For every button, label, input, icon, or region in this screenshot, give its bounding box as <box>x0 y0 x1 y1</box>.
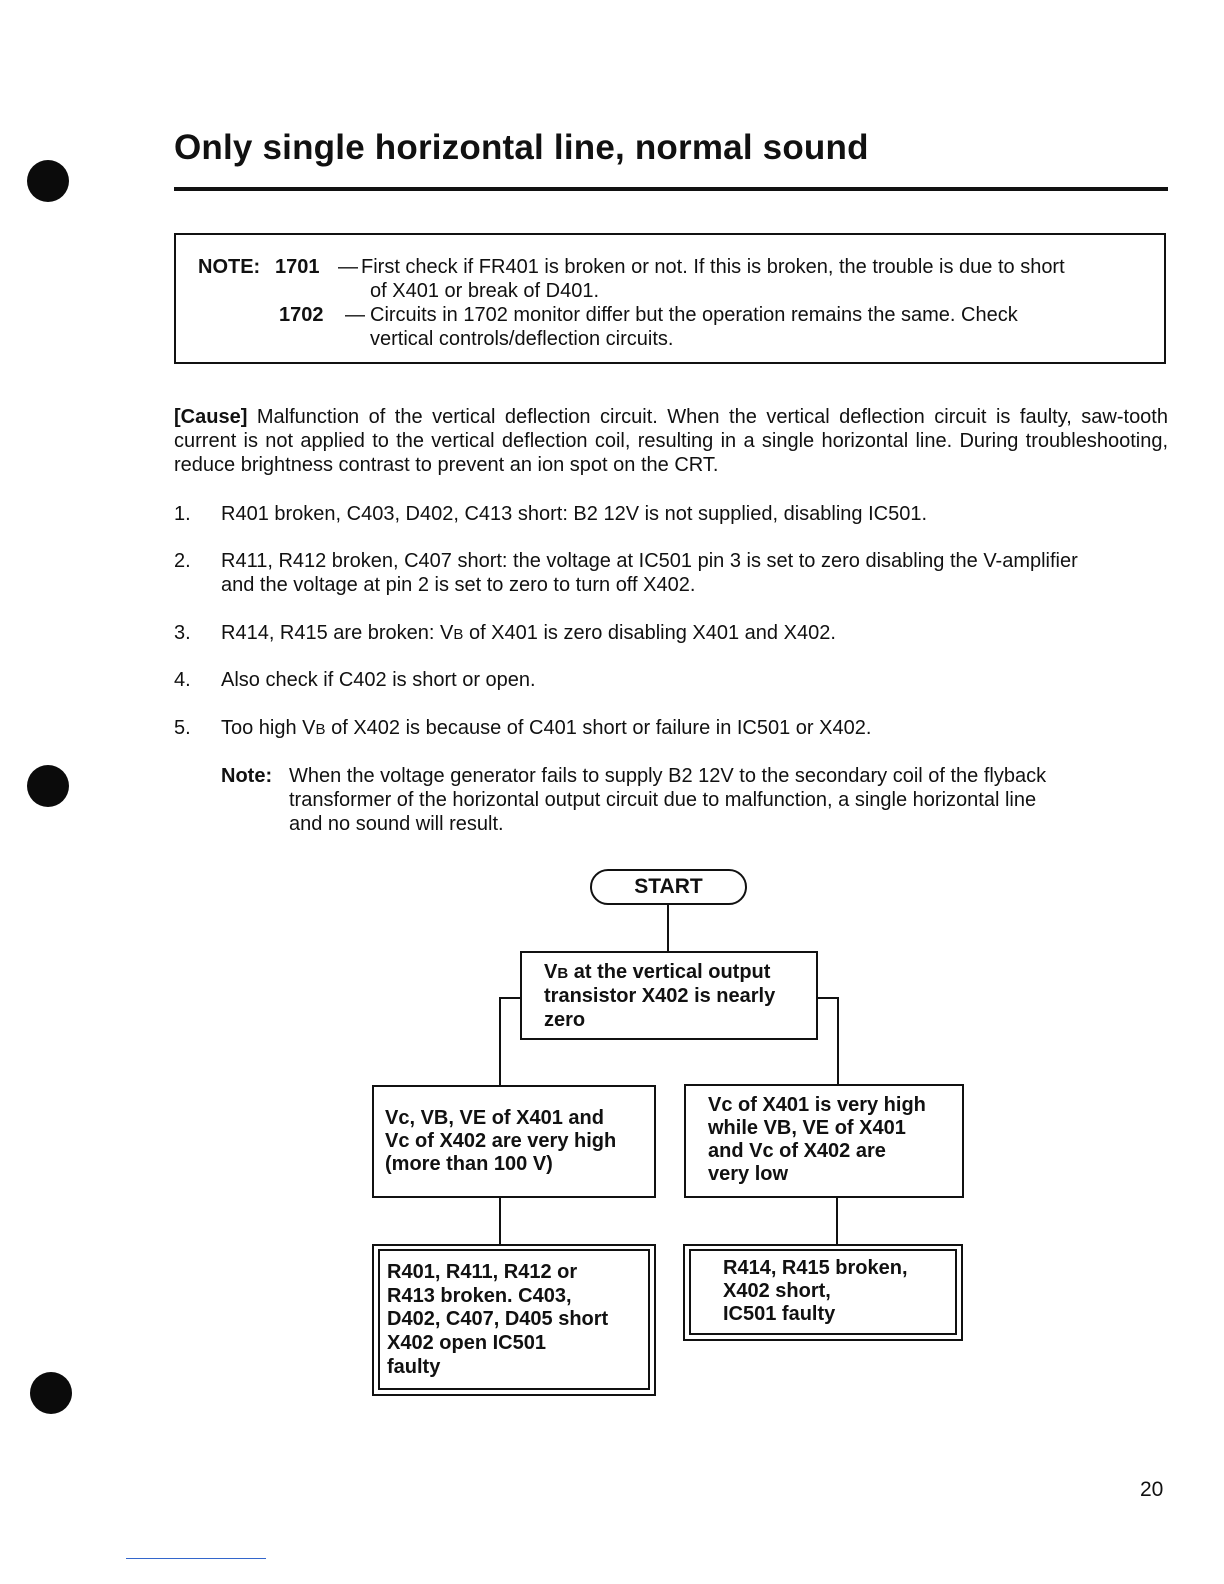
note-1701-line2: of X401 or break of D401. <box>370 280 600 302</box>
list-item: Also check if C402 is short or open. <box>221 669 536 691</box>
left-result-line5: faulty <box>387 1356 441 1378</box>
left-result-line3: D402, C407, D405 short <box>387 1308 609 1330</box>
vc-high-line1: Vc of X401 is very high <box>708 1094 926 1116</box>
note-dash-1701: — <box>338 256 358 278</box>
item-number: 4. <box>174 669 191 691</box>
item-text-pre: R414, R415 are broken: V <box>221 622 454 644</box>
high-voltage-line2: Vc of X402 are very high <box>385 1130 617 1152</box>
flowchart-start: START <box>590 869 747 905</box>
cause-text: Malfunction of the vertical deflection circuit. When the vertical deflection circuit is faulty, saw-tooth current is not applied to the vertical deflection coil, resulting in a single horizontal line. During troubleshooting, reduce brightness contrast to prevent an ion spot on the CRT. <box>174 406 1168 476</box>
item-number: 1. <box>174 503 191 525</box>
right-result-line3: IC501 faulty <box>723 1303 836 1325</box>
vc-high-line4: very low <box>708 1163 789 1185</box>
note-model-1701: 1701 <box>275 256 320 278</box>
list-item: R411, R412 broken, C407 short: the voltage at IC501 pin 3 is set to zero disabling the V-amplifier <box>221 550 1078 572</box>
note-1702-line2: vertical controls/deflection circuits. <box>370 328 674 350</box>
vc-high-line3: and Vc of X402 are <box>708 1140 886 1162</box>
subscript: B <box>315 721 326 738</box>
note-label: NOTE: <box>198 256 261 278</box>
vb-zero-line2: transistor X402 is nearly <box>544 985 776 1007</box>
left-result-line4: X402 open IC501 <box>387 1332 546 1354</box>
vb-zero-line1: VB at the vertical output <box>544 961 771 983</box>
right-result-line1: R414, R415 broken, <box>723 1257 908 1279</box>
page-title: Only single horizontal line, normal sound <box>174 128 869 167</box>
left-result-line2: R413 broken. C403, <box>387 1285 572 1307</box>
item-number: 3. <box>174 622 191 644</box>
item-number: 2. <box>174 550 191 572</box>
vc-high-line2: while VB, VE of X401 <box>708 1117 906 1139</box>
footer-link-line <box>126 1558 266 1559</box>
vb-zero-line3: zero <box>544 1009 586 1031</box>
list-item: R401 broken, C403, D402, C413 short: B2 12V is not supplied, disabling IC501. <box>221 503 927 525</box>
note-1702-line1: Circuits in 1702 monitor differ but the operation remains the same. Check <box>370 304 1018 326</box>
item-text-post: of X402 is because of C401 short or failure in IC501 or X402. <box>325 717 872 739</box>
item-text-post: of X401 is zero disabling X401 and X402. <box>463 622 836 644</box>
note2-line3: and no sound will result. <box>289 813 504 835</box>
right-result-line2: X402 short, <box>723 1280 831 1302</box>
cause-label: [Cause] <box>174 406 248 428</box>
item-number: 5. <box>174 717 191 739</box>
item-text-pre: Too high V <box>221 717 316 739</box>
note2-line1: When the voltage generator fails to supply B2 12V to the secondary coil of the flyback <box>289 765 1047 787</box>
note2-label: Note: <box>221 765 273 787</box>
subscript: B <box>453 626 464 643</box>
high-voltage-line1: Vc, VB, VE of X401 and <box>385 1107 604 1129</box>
page-number: 20 <box>1140 1478 1164 1501</box>
high-voltage-line3: (more than 100 V) <box>385 1153 553 1175</box>
list-item-continued: and the voltage at pin 2 is set to zero to turn off X402. <box>221 574 696 596</box>
note-model-1702: 1702 <box>279 304 324 326</box>
note-dash-1702: — <box>345 304 365 326</box>
note2-line2: transformer of the horizontal output circuit due to malfunction, a single horizontal line <box>289 789 1037 811</box>
note-1701-line1: First check if FR401 is broken or not. If this is broken, the trouble is due to short <box>361 256 1065 278</box>
left-result-line1: R401, R411, R412 or <box>387 1261 578 1283</box>
